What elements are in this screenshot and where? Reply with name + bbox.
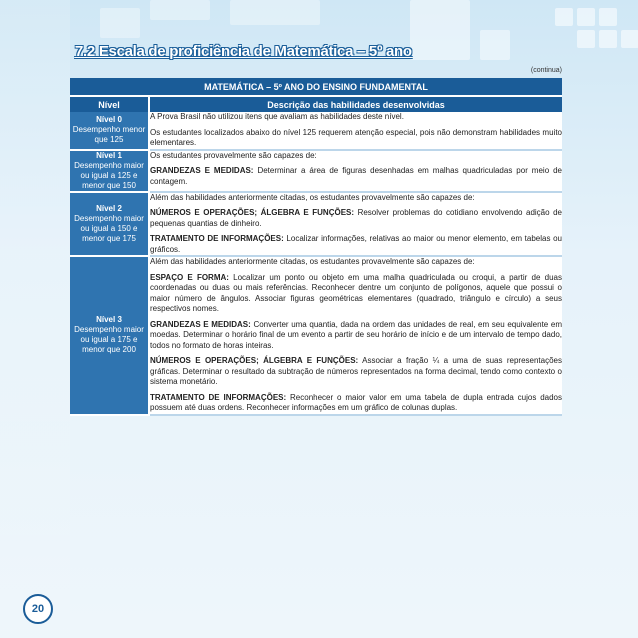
description-text: Localizar um ponto ou objeto em uma malha quadriculada ou croqui, a partir de duas coordenadas ou duas ou mais referências. Reconhecer dentre um conjunto de polígonos, aquele que possui o maior número de ângulos. Associar figuras geométricas elementares (quadrado, triângulo e círculo) a seus respectivos nomes.: [150, 272, 562, 313]
table-title: MATEMÁTICA – 5º ANO DO ENSINO FUNDAMENTAL: [70, 78, 562, 96]
description-text: Localizar informações, relativas ao maior ou menor elemento, em tabelas ou gráficos.: [150, 234, 563, 254]
background-square: [230, 0, 320, 25]
description-paragraph: [150, 193, 562, 204]
background-square: [555, 8, 573, 26]
description-paragraph: [150, 257, 562, 268]
description-text: Os estudantes provavelmente são capazes de:: [150, 150, 317, 160]
description-paragraph: [150, 393, 562, 414]
level-range: Desempenho maior ou igual a 175 e menor que 200: [74, 325, 144, 355]
level-range: Desempenho maior ou igual a 125 e menor que 150: [74, 160, 144, 190]
level-name: Nível 2: [96, 203, 122, 213]
table-row: [70, 256, 562, 415]
description-paragraph: [150, 320, 562, 352]
continua-label: (continua): [530, 67, 562, 74]
description-paragraph: [150, 208, 562, 229]
description-text: Os estudantes localizados abaixo do nível 125 requerem atenção especial, pois não demonstram habilidades muito elementares.: [150, 127, 562, 147]
description-text: Determinar a área de figuras desenhadas em malhas quadriculadas por meio de contagem.: [150, 166, 563, 186]
description-text: Resolver problemas do cotidiano envolvendo adição de pequenas quantias de dinheiro.: [150, 208, 562, 228]
description-text: Além das habilidades anteriormente citadas, os estudantes provavelmente são capazes de:: [150, 257, 475, 266]
background-gradient-band: [0, 0, 70, 638]
background-square: [599, 8, 617, 26]
column-header-descricao: Descrição das habilidades desenvolvidas: [149, 96, 562, 112]
level-cell: [70, 150, 149, 192]
skill-area-label: ESPAÇO E FORMA:: [150, 272, 229, 282]
background-square: [599, 30, 617, 48]
background-square: [150, 0, 210, 20]
description-paragraph: [150, 112, 562, 123]
description-paragraph: [150, 166, 562, 187]
description-paragraph: [150, 151, 562, 162]
description-cell: [149, 192, 562, 257]
table-row: [70, 150, 562, 192]
background-square: [100, 8, 140, 38]
level-name: Nível 3: [96, 315, 122, 325]
level-cell: [70, 112, 149, 150]
background-square: [480, 30, 510, 60]
level-name: Nível 1: [96, 150, 122, 160]
description-text: Converter uma quantia, dada na ordem das unidades de real, em seu equivalente em moedas. Determinar o horário final de um evento a partir de seu horário de início e de um intervalo de tempo dado, todos no formato de horas inteiras.: [150, 319, 562, 350]
skill-area-label: GRANDEZAS E MEDIDAS:: [150, 319, 251, 329]
background-square: [410, 0, 470, 60]
description-text: Além das habilidades anteriormente citadas, os estudantes provavelmente são capazes de:: [150, 192, 475, 202]
skill-area-label: TRATAMENTO DE INFORMAÇÕES:: [150, 234, 284, 243]
background-square: [577, 8, 595, 26]
level-cell: [70, 256, 149, 415]
description-paragraph: [150, 273, 562, 315]
table-row: [70, 112, 562, 150]
skill-area-label: NÚMEROS E OPERAÇÕES; ÁLGEBRA E FUNÇÕES:: [150, 208, 355, 217]
table-row: [70, 192, 562, 257]
proficiency-table: [70, 78, 562, 416]
background-square: [621, 30, 638, 48]
description-text: Reconhecer o maior valor em uma tabela de dupla entrada cujos dados possuem até duas ordens. Reconhecer informações em um gráfico de colunas duplas.: [150, 392, 562, 412]
description-paragraph: [150, 356, 562, 388]
description-cell: [149, 256, 562, 415]
page-number: 20: [23, 594, 53, 624]
skill-area-label: GRANDEZAS E MEDIDAS:: [150, 166, 254, 175]
level-cell: [70, 192, 149, 257]
level-name: Nível 0: [96, 115, 122, 125]
description-cell: [149, 150, 562, 192]
background-square: [577, 30, 595, 48]
skill-area-label: TRATAMENTO DE INFORMAÇÕES:: [150, 392, 287, 402]
column-header-nivel: Nível: [70, 96, 149, 112]
level-range: Desempenho menor que 125: [72, 125, 146, 145]
description-paragraph: [150, 234, 562, 255]
description-text: Associar a fração ¼ a uma de suas representações gráficas. Determinar o resultado da subtração de números representados na forma decimal, tendo como contexto o sistema monetário.: [150, 356, 563, 386]
description-cell: [149, 112, 562, 150]
level-range: Desempenho maior ou igual a 150 e menor que 175: [74, 213, 144, 243]
section-title: 7.2 Escala de proficiência de Matemática – 5º ano: [75, 43, 412, 60]
skill-area-label: NÚMEROS E OPERAÇÕES; ÁLGEBRA E FUNÇÕES:: [150, 356, 359, 365]
description-paragraph: [150, 128, 562, 149]
description-text: A Prova Brasil não utilizou itens que avaliam as habilidades deste nível.: [150, 112, 404, 121]
